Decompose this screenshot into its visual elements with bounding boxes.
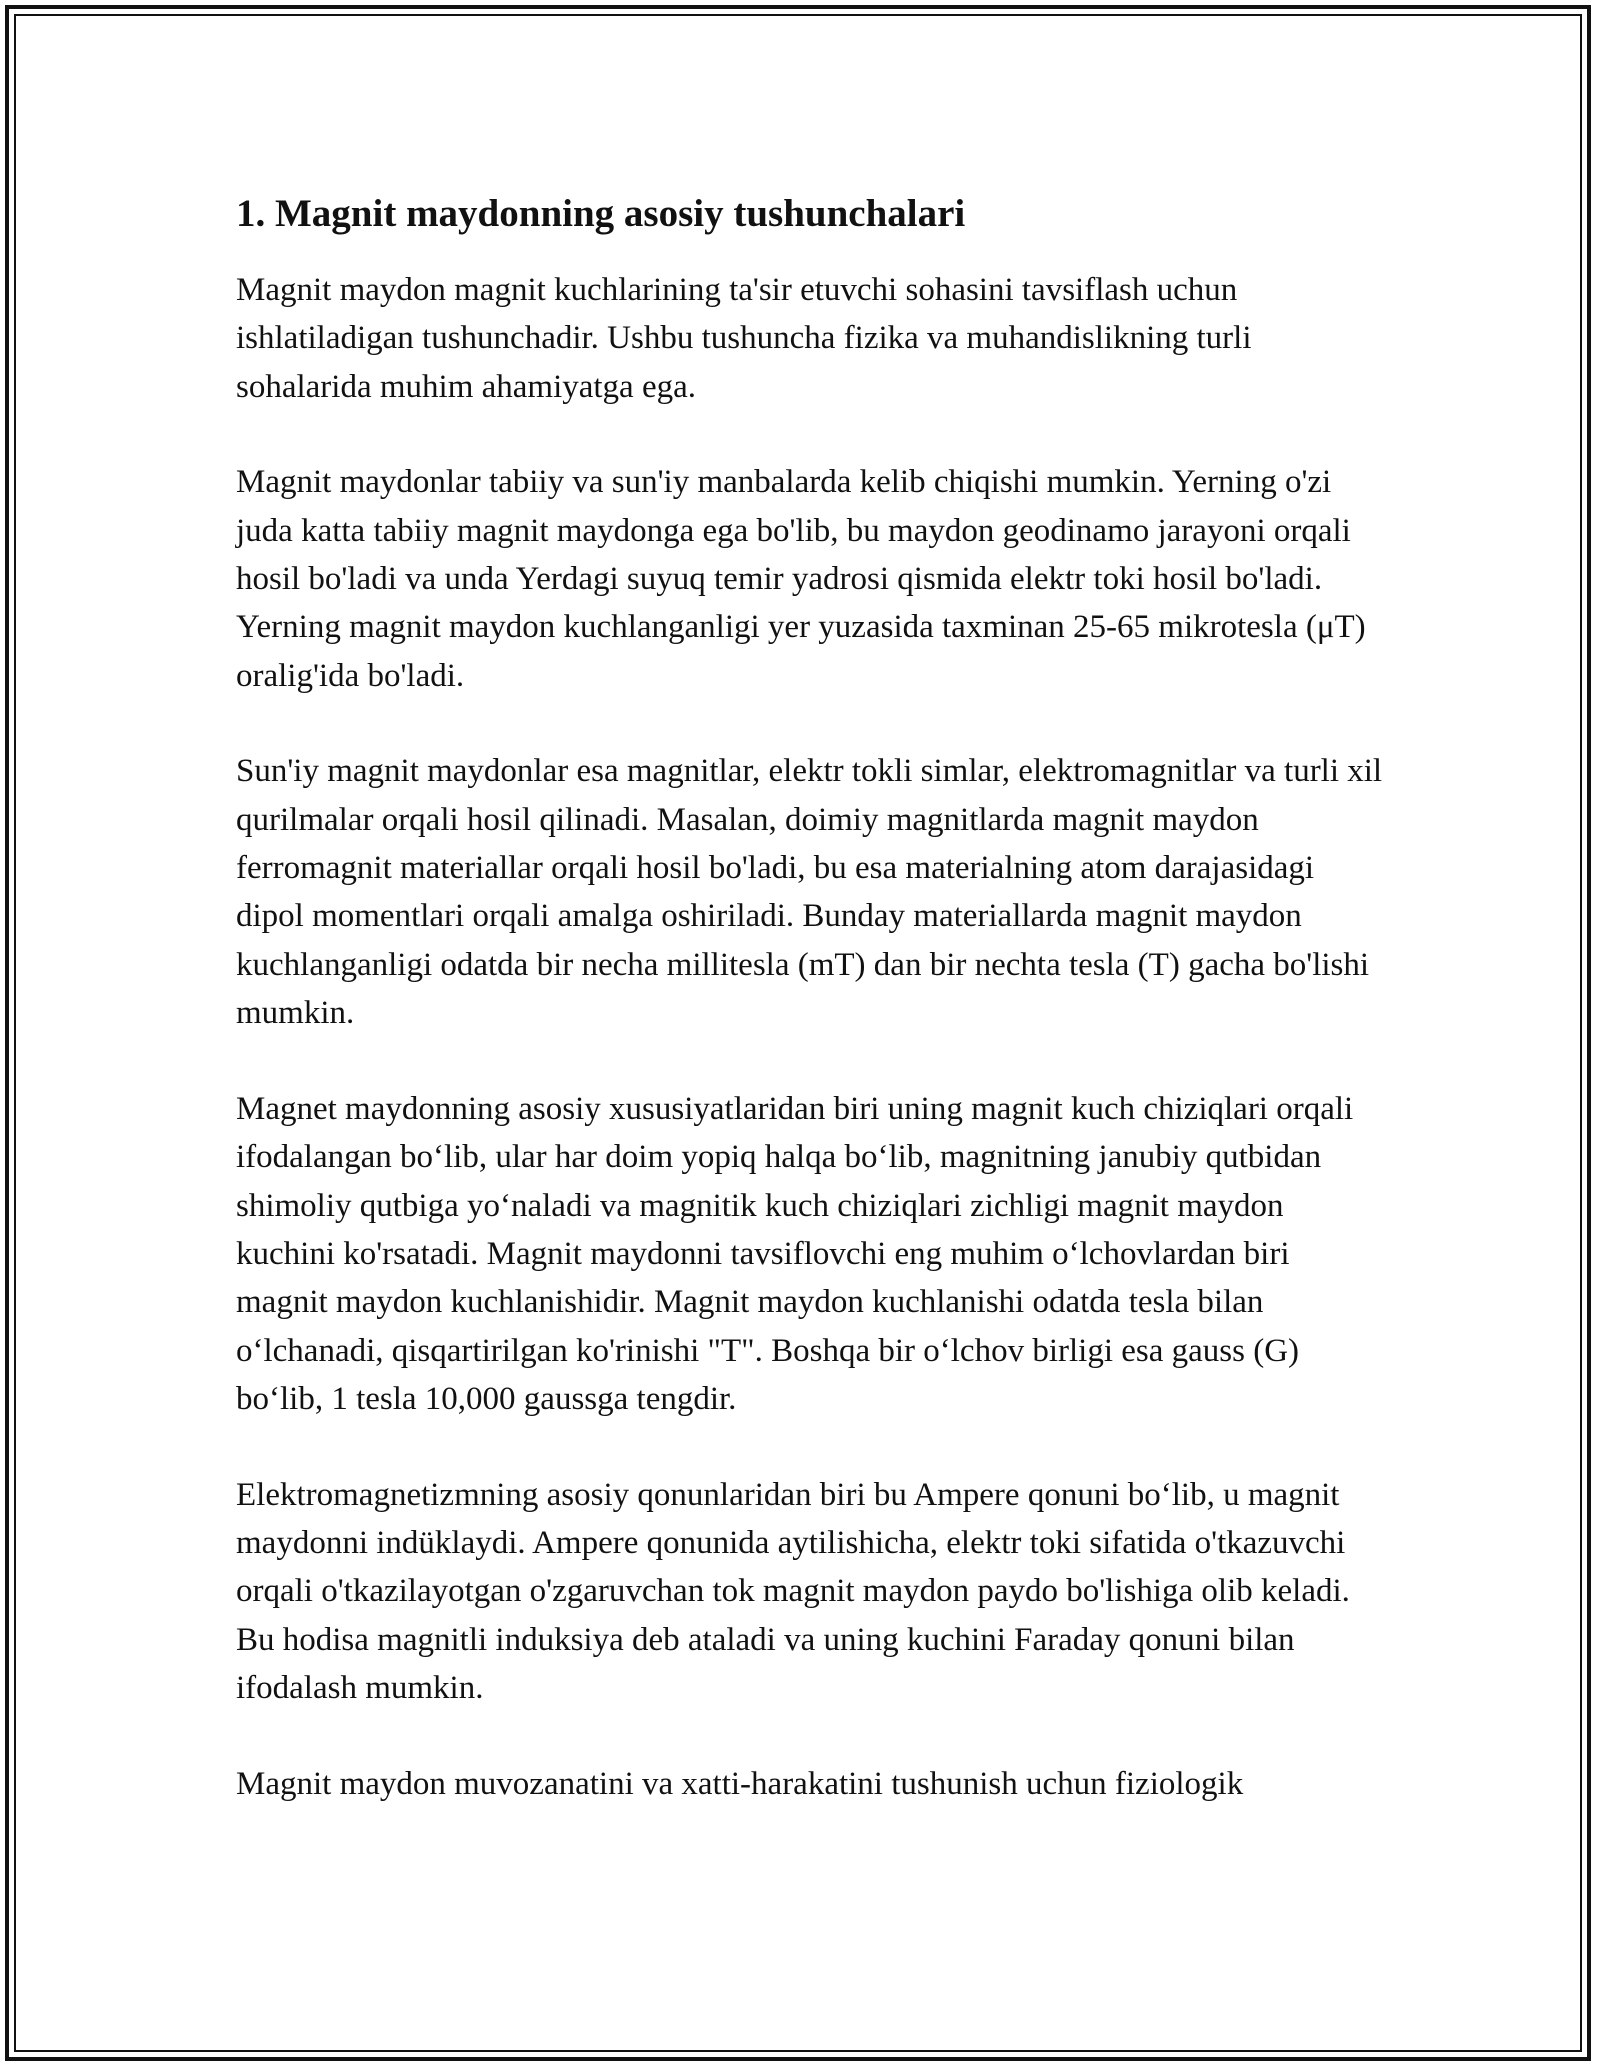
paragraph-ampere-law: Elektromagnetizmning asosiy qonunlaridan biri bu Ampere qonuni bo‘lib, u magnit maydonni indüklaydi. Ampere qonunida aytilishicha, elektr toki sifatida o'tkazuvchi orqali o'tkazilayotgan o'zgaruvchan tok magnit maydon paydo bo'lishiga olib keladi. Bu hodisa magnitli induksiya deb ataladi va uning kuchini Faraday qonuni bilan ifodalash mumkin. (236, 1476, 1350, 1707)
paragraph-field-lines: Magnet maydonning asosiy xususiyatlaridan biri uning magnit kuch chiziqlari orqali ifodalangan bo‘lib, ular har doim yopiq halqa bo‘lib, magnitning janubiy qutbidan shimoliy qutbiga yo‘naladi va magnitik kuch chiziqlari zichligi magnit maydon kuchini ko'rsatadi. Magnit maydonni tavsiflovchi eng muhim o‘lchovlardan biri magnit maydon kuchlanishidir. Magnit maydon kuchlanishi odatda tesla bilan o‘lchanadi, qisqartirilgan ko'rinishi "T". Boshqa bir o‘lchov birligi esa gauss (G) bo‘lib, 1 tesla 10,000 gaussga tengdir. (236, 1090, 1354, 1418)
document-body (236, 188, 1386, 1855)
paragraph-truncated: Magnit maydon muvozanatini va xatti-harakatini tushunish uchun fiziologik (236, 1765, 1244, 1802)
paragraph-intro: Magnit maydon magnit kuchlarining ta'sir etuvchi sohasini tavsiflash uchun ishlatiladigan tushunchadir. Ushbu tushuncha fizika va muhandislikning turli sohalarida muhim ahamiyatga ega. (236, 272, 1252, 405)
paragraph-natural-sources: Magnit maydonlar tabiiy va sun'iy manbalarda kelib chiqishi mumkin. Yerning o'zi juda katta tabiiy magnit maydonga ega bo'lib, bu maydon geodinamo jarayoni orqali hosil bo'ladi va unda Yerdagi suyuq temir yadrosi qismida elektr toki hosil bo'ladi. Yerning magnit maydon kuchlanganligi yer yuzasida taxminan 25-65 mikrotesla (μT) oralig'ida bo'ladi. (236, 464, 1366, 694)
section-heading: 1. Magnit maydonning asosiy tushunchalari (236, 192, 966, 235)
paragraph-artificial-sources: Sun'iy magnit maydonlar esa magnitlar, elektr tokli simlar, elektromagnitlar va turli xil qurilmalar orqali hosil qilinadi. Masalan, doimiy magnitlarda magnit maydon ferromagnit materiallar orqali hosil bo'ladi, bu esa materialning atom darajasidagi dipol momentlari orqali amalga oshiriladi. Bunday materiallarda magnit maydon kuchlanganligi odatda bir necha millitesla (mT) dan bir nechta tesla (T) gacha bo'lishi mumkin. (236, 753, 1383, 1032)
